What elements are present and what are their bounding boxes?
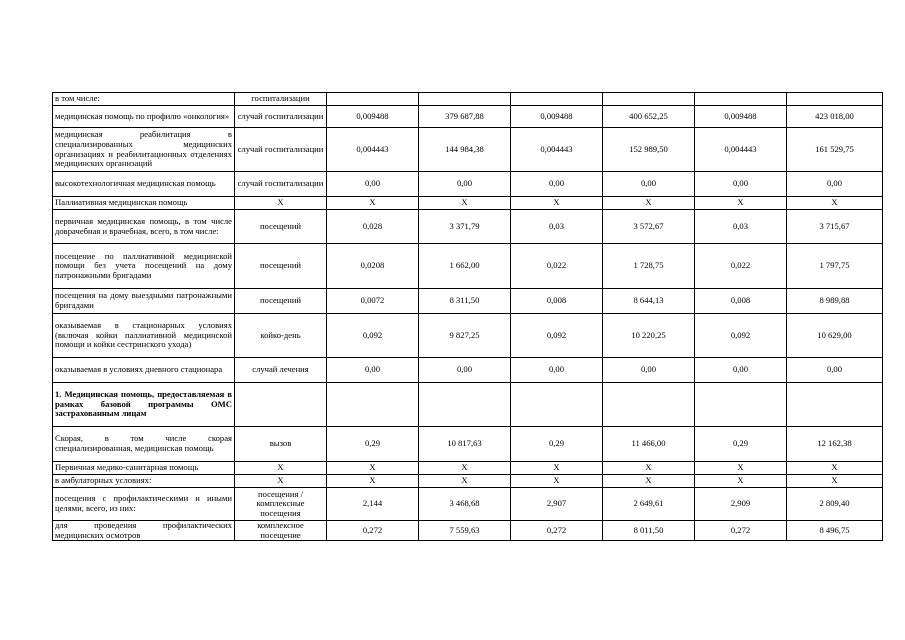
value-cell: 0,009488 [695, 106, 787, 128]
value-cell: 8 011,50 [603, 521, 695, 541]
value-cell: X [511, 462, 603, 475]
table-row [53, 210, 883, 244]
value-cell: 0,03 [511, 210, 603, 244]
unit-cell: посещения / комплексные посещения [235, 488, 327, 521]
value-cell: X [327, 197, 419, 210]
value-cell: X [327, 462, 419, 475]
value-cell: 0,00 [419, 358, 511, 383]
value-cell [327, 383, 419, 427]
row-name-cell: оказываемая в условиях дневного стационара [53, 358, 235, 383]
unit-cell: посещений [235, 289, 327, 314]
value-cell: 0,03 [695, 210, 787, 244]
unit-cell: случай госпитализации [235, 128, 327, 172]
value-cell: 0,092 [695, 314, 787, 358]
value-cell: X [695, 475, 787, 488]
value-cell [787, 93, 883, 106]
row-name-cell: Скорая, в том числе скорая специализированная, медицинская помощь [53, 427, 235, 462]
row-name-cell: оказываемая в стационарных условиях (включая койки паллиативной медицинской помощи и койки сестринского ухода) [53, 314, 235, 358]
value-cell: 1 662,00 [419, 244, 511, 289]
table-row [53, 172, 883, 197]
value-cell: 8 311,50 [419, 289, 511, 314]
row-name-cell: посещения с профилактическими и иными целями, всего, из них: [53, 488, 235, 521]
unit-cell: X [235, 197, 327, 210]
table-row [53, 197, 883, 210]
value-cell [695, 383, 787, 427]
unit-cell: вызов [235, 427, 327, 462]
row-name-cell: в том числе: [53, 93, 235, 106]
value-cell [511, 383, 603, 427]
value-cell: X [419, 475, 511, 488]
value-cell: 2 649,61 [603, 488, 695, 521]
value-cell: 0,00 [787, 358, 883, 383]
value-cell: 379 687,88 [419, 106, 511, 128]
table-row [53, 427, 883, 462]
value-cell: X [787, 462, 883, 475]
value-cell: 11 466,00 [603, 427, 695, 462]
value-cell: 8 496,75 [787, 521, 883, 541]
value-cell: 2 809,40 [787, 488, 883, 521]
value-cell: 3 715,67 [787, 210, 883, 244]
table-row [53, 383, 883, 427]
value-cell: 8 989,88 [787, 289, 883, 314]
table-row [53, 289, 883, 314]
value-cell: 3 371,79 [419, 210, 511, 244]
unit-cell: госпитализации [235, 93, 327, 106]
table-row [53, 358, 883, 383]
value-cell: 0,00 [695, 358, 787, 383]
value-cell: 0,00 [787, 172, 883, 197]
table-body [53, 93, 883, 541]
table-row [53, 475, 883, 488]
row-name-cell: Паллиативная медицинская помощь [53, 197, 235, 210]
value-cell: 10 817,63 [419, 427, 511, 462]
value-cell: 0,29 [695, 427, 787, 462]
value-cell: X [695, 462, 787, 475]
value-cell: 12 162,38 [787, 427, 883, 462]
value-cell: 0,022 [695, 244, 787, 289]
value-cell: 0,00 [511, 172, 603, 197]
value-cell: 0,00 [327, 172, 419, 197]
value-cell: X [511, 197, 603, 210]
value-cell: 0,00 [327, 358, 419, 383]
value-cell: 2,144 [327, 488, 419, 521]
value-cell: 0,00 [511, 358, 603, 383]
value-cell: 1 728,75 [603, 244, 695, 289]
table-row [53, 93, 883, 106]
row-name-cell: медицинская реабилитация в специализированных медицинских организациях и реабилитационных отделениях медицинских организаций [53, 128, 235, 172]
value-cell: 0,009488 [511, 106, 603, 128]
unit-cell: случай госпитализации [235, 106, 327, 128]
value-cell: X [603, 475, 695, 488]
table-row [53, 106, 883, 128]
value-cell [603, 383, 695, 427]
value-cell [603, 93, 695, 106]
row-name-cell: посещения на дому выездными патронажными бригадами [53, 289, 235, 314]
value-cell: 7 559,63 [419, 521, 511, 541]
value-cell: 10 220,25 [603, 314, 695, 358]
value-cell [419, 383, 511, 427]
value-cell: X [603, 197, 695, 210]
unit-cell: посещений [235, 244, 327, 289]
value-cell: 400 652,25 [603, 106, 695, 128]
value-cell: X [787, 197, 883, 210]
row-name-cell: в амбулаторных условиях: [53, 475, 235, 488]
table-row [53, 488, 883, 521]
value-cell: 0,092 [511, 314, 603, 358]
value-cell [419, 93, 511, 106]
row-name-cell: 1. Медицинская помощь, предоставляемая в рамках базовой программы ОМС застрахованным лицам [53, 383, 235, 427]
table-row [53, 462, 883, 475]
value-cell: 0,00 [603, 358, 695, 383]
value-cell: 0,008 [511, 289, 603, 314]
table-row [53, 128, 883, 172]
value-cell: 0,00 [419, 172, 511, 197]
value-cell: 0,00 [695, 172, 787, 197]
value-cell: X [511, 475, 603, 488]
value-cell: 9 827,25 [419, 314, 511, 358]
value-cell: X [419, 197, 511, 210]
value-cell: 0,009488 [327, 106, 419, 128]
row-name-cell: высокотехнологичная медицинская помощь [53, 172, 235, 197]
value-cell: X [419, 462, 511, 475]
value-cell: X [695, 197, 787, 210]
value-cell: 10 629,00 [787, 314, 883, 358]
value-cell: 0,29 [511, 427, 603, 462]
value-cell: 0,0072 [327, 289, 419, 314]
value-cell: 144 984,38 [419, 128, 511, 172]
value-cell: X [603, 462, 695, 475]
unit-cell: случай госпитализации [235, 172, 327, 197]
value-cell [511, 93, 603, 106]
unit-cell: X [235, 462, 327, 475]
unit-cell [235, 383, 327, 427]
value-cell: 0,0208 [327, 244, 419, 289]
row-name-cell: посещение по паллиативной медицинской помощи без учета посещений на дому патронажными бригадами [53, 244, 235, 289]
value-cell [327, 93, 419, 106]
row-name-cell: медицинская помощь по профилю «онкология» [53, 106, 235, 128]
value-cell: 0,272 [511, 521, 603, 541]
value-cell [787, 383, 883, 427]
value-cell: 0,004443 [695, 128, 787, 172]
row-name-cell: первичная медицинская помощь, в том числе доврачебная и врачебная, всего, в том числе: [53, 210, 235, 244]
row-name-cell: Первичная медико-санитарная помощь [53, 462, 235, 475]
value-cell: 423 018,00 [787, 106, 883, 128]
value-cell: 0,004443 [327, 128, 419, 172]
value-cell: 0,028 [327, 210, 419, 244]
value-cell: 0,008 [695, 289, 787, 314]
table-row [53, 244, 883, 289]
table-row [53, 314, 883, 358]
value-cell: 2,909 [695, 488, 787, 521]
unit-cell: койко-день [235, 314, 327, 358]
value-cell: 0,092 [327, 314, 419, 358]
value-cell: 0,272 [327, 521, 419, 541]
value-cell: 2,907 [511, 488, 603, 521]
value-cell: 3 572,67 [603, 210, 695, 244]
table-row [53, 521, 883, 541]
value-cell: 0,29 [327, 427, 419, 462]
value-cell: 0,272 [695, 521, 787, 541]
tariff-table [52, 92, 883, 541]
unit-cell: X [235, 475, 327, 488]
value-cell: 8 644,13 [603, 289, 695, 314]
unit-cell: комплексное посещение [235, 521, 327, 541]
value-cell: X [787, 475, 883, 488]
value-cell: 0,00 [603, 172, 695, 197]
value-cell: 0,004443 [511, 128, 603, 172]
value-cell: 1 797,75 [787, 244, 883, 289]
value-cell: X [327, 475, 419, 488]
value-cell: 3 468,68 [419, 488, 511, 521]
unit-cell: посещений [235, 210, 327, 244]
row-name-cell: для проведения профилактических медицинских осмотров [53, 521, 235, 541]
value-cell [695, 93, 787, 106]
unit-cell: случай лечения [235, 358, 327, 383]
value-cell: 152 989,50 [603, 128, 695, 172]
value-cell: 0,022 [511, 244, 603, 289]
value-cell: 161 529,75 [787, 128, 883, 172]
